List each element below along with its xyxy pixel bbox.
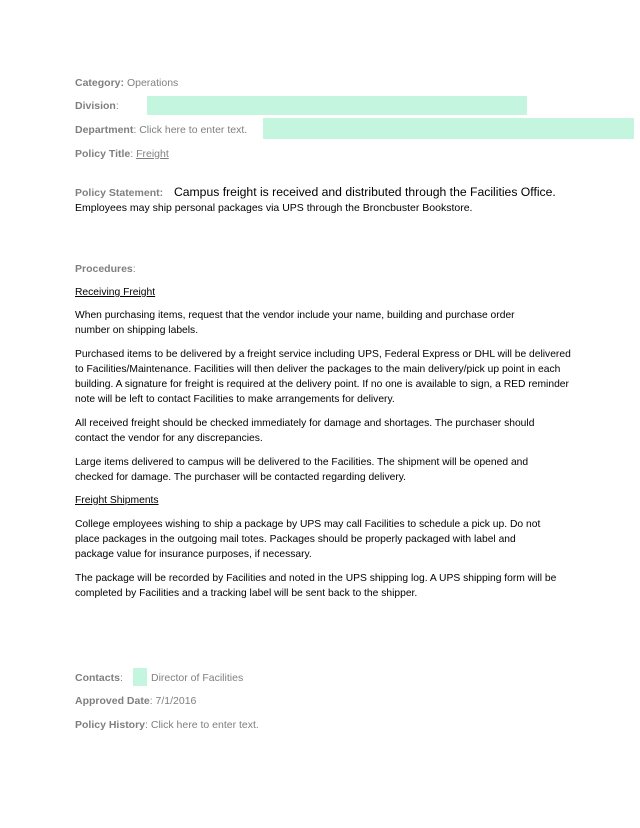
paragraph: College employees wishing to ship a package by UPS may call Facilities to schedule a pick up. Do not place packages in the outgoing mail totes. Packages should be properly packaged with label and package value for insurance purposes, if necessary. xyxy=(75,519,541,560)
section-heading-receiving-freight: Receiving Freight xyxy=(75,287,156,298)
policy-statement-row xyxy=(75,185,556,200)
contacts-colon: : xyxy=(119,672,123,684)
policy-statement-line2: Employees may ship personal packages via UPS through the Broncbuster Bookstore. xyxy=(75,202,473,214)
department-row xyxy=(75,123,247,137)
department-field[interactable] xyxy=(263,118,634,139)
approved-date-label: Approved Date xyxy=(75,695,150,707)
division-field[interactable] xyxy=(147,96,527,115)
category-row xyxy=(75,76,178,90)
division-colon: : xyxy=(115,100,119,112)
category-label: Category: xyxy=(75,77,125,89)
division-label: Division xyxy=(75,100,116,112)
section-heading-freight-shipments: Freight Shipments xyxy=(75,495,159,506)
paragraph: When purchasing items, request that the vendor include your name, building and purchase order number on shipping labels. xyxy=(75,310,515,336)
procedures-row xyxy=(75,262,136,276)
policy-title-row xyxy=(75,147,169,161)
paragraph: Large items delivered to campus will be delivered to the Facilities. The shipment will be opened and checked for damage. The purchaser will be contacted regarding delivery. xyxy=(75,457,529,483)
policy-history-value[interactable]: : Click here to enter text. xyxy=(145,719,259,731)
policy-title-colon: : xyxy=(130,148,137,160)
approved-date-row xyxy=(75,694,196,708)
policy-history-label: Policy History xyxy=(75,719,146,731)
policy-statement-label: Policy Statement: xyxy=(75,187,164,199)
procedures-label: Procedures xyxy=(75,263,133,275)
contacts-row xyxy=(75,671,123,685)
division-row xyxy=(75,99,119,113)
category-value: Operations xyxy=(126,77,179,89)
paragraph: All received freight should be checked immediately for damage and shortages. The purchaser should contact the vendor for any discrepancies. xyxy=(75,418,535,444)
department-label: Department xyxy=(75,124,134,136)
approved-date-value: : 7/1/2016 xyxy=(149,695,197,707)
procedures-colon: : xyxy=(132,263,136,275)
contacts-label: Contacts xyxy=(75,672,120,684)
policy-statement-line1: Campus freight is received and distributed through the Facilities Office. xyxy=(173,185,556,199)
policy-title-value: Freight xyxy=(136,148,169,160)
contacts-value: Director of Facilities xyxy=(151,672,244,684)
department-value[interactable]: : Click here to enter text. xyxy=(133,124,248,136)
contacts-field[interactable] xyxy=(133,668,147,686)
policy-title-label: Policy Title xyxy=(75,148,131,160)
policy-history-row xyxy=(75,718,259,732)
paragraph: The package will be recorded by Facilities and noted in the UPS shipping log. A UPS shipping form will be completed by Facilities and a tracking label will be sent back to the shipper. xyxy=(75,573,557,599)
paragraph: Purchased items to be delivered by a freight service including UPS, Federal Express or DHL will be delivered to Facilities/Maintenance. Facilities will then deliver the packages to the main delivery/pick up point in each building. A signature for freight is required at the delivery point. If no one is available to sign, a RED reminder note will be left to contact Facilities to make arrangements for delivery. xyxy=(75,349,571,405)
